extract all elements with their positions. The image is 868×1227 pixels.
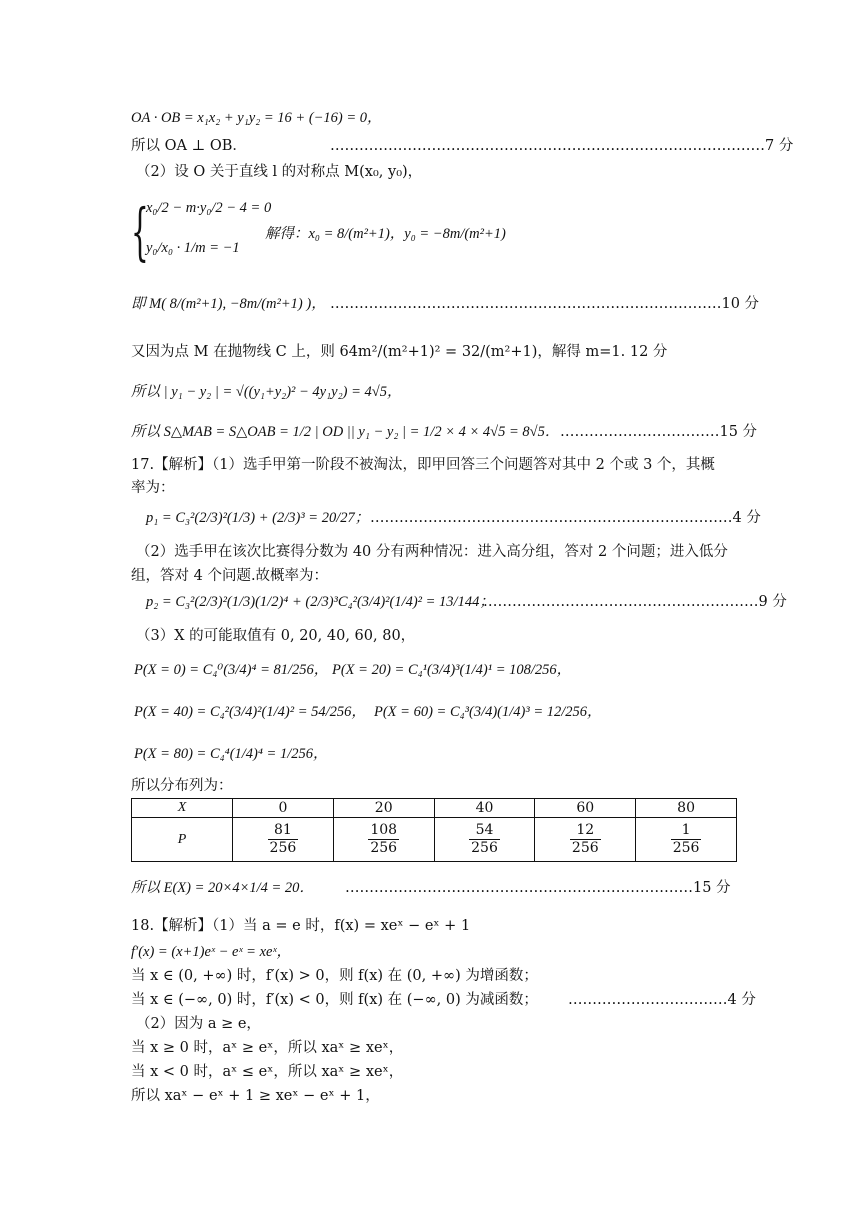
table-header-row — [132, 799, 737, 818]
line-on-parabola: 又因为点 M 在抛物线 C 上，则 64m²/(m²+1)² = 32/(m²+1)，解得 m=1. 12 分 — [131, 344, 668, 360]
table-cell — [434, 818, 535, 862]
table-header-cell: 40 — [434, 799, 535, 818]
line-part2-intro: （2）设 O 关于直线 l 的对称点 M(x₀, y₀)， — [136, 164, 423, 180]
fraction-denominator: 256 — [269, 840, 297, 856]
table-cell — [636, 818, 737, 862]
line-system-solution: 解得：x₀ = 8/(m²+1)，y₀ = −8m/(m²+1) — [265, 226, 506, 242]
line-increasing: 当 x ∈ (0, +∞) 时，f′(x) > 0，则 f(x) 在 (0, +∞) 为增函数； — [131, 968, 538, 984]
line-dot-product: OA · OB = x₁x₂ + y₁y₂ = 16 + (−16) = 0， — [131, 110, 382, 126]
fraction-numerator: 12 — [570, 822, 601, 840]
line-perpendicular: 所以 OA ⊥ OB． — [131, 138, 247, 154]
score-4b: ……………………………4 分 — [568, 992, 756, 1008]
table-row-label: P — [132, 818, 233, 862]
line-q18-part2: （2）因为 a ≥ e， — [136, 1016, 261, 1032]
line-q17-part2-cont: 组，答对 4 个问题.故概率为： — [131, 568, 329, 584]
score-15a: ……………………………15 分 — [560, 424, 758, 440]
line-q17-rate: 率为： — [131, 480, 175, 496]
line-system-eq2: y₀/x₀ · 1/m = −1 — [146, 240, 240, 256]
line-inequality: 所以 xaˣ − eˣ + 1 ≥ xeˣ − eˣ + 1， — [131, 1088, 380, 1104]
score-7: ………………………………………………………………………………7 分 — [330, 138, 794, 154]
line-point-m: 即 M( 8/(m²+1), −8m/(m²+1) )， — [131, 296, 326, 312]
score-9: …………………………………………………9 分 — [483, 594, 787, 610]
line-px40: P(X = 40) = C₄²(3/4)²(1/4)² = 54/256， — [134, 704, 366, 720]
line-x-neg: 当 x < 0 时，aˣ ≤ eˣ，所以 xaˣ ≥ xeˣ， — [131, 1064, 404, 1080]
table-header-cell: 60 — [535, 799, 636, 818]
table-cell — [333, 818, 434, 862]
table-header-cell: 20 — [333, 799, 434, 818]
table-header-cell: 0 — [233, 799, 334, 818]
line-decreasing: 当 x ∈ (−∞, 0) 时，f′(x) < 0，则 f(x) 在 (−∞, 0) 为减函数； — [131, 992, 538, 1008]
line-x-nonneg: 当 x ≥ 0 时，aˣ ≥ eˣ，所以 xaˣ ≥ xeˣ， — [131, 1040, 404, 1056]
line-abs-diff: 所以 | y₁ − y₂ | = √((y₁+y₂)² − 4y₁y₂) = 4√5， — [131, 384, 402, 400]
system-brace: { — [131, 195, 149, 268]
line-derivative: f′(x) = (x+1)eˣ − eˣ = xeˣ， — [131, 944, 292, 960]
fraction-denominator: 256 — [672, 840, 700, 856]
fraction-denominator: 256 — [471, 840, 498, 856]
line-system-eq1: x₀/2 − m·y₀/2 − 4 = 0 — [146, 200, 272, 216]
line-q18-intro: 18.【解析】（1）当 a = e 时，f(x) = xeˣ − eˣ + 1 — [131, 918, 471, 934]
line-expectation: 所以 E(X) = 20×4×1/4 = 20． — [131, 880, 314, 896]
fraction-denominator: 256 — [370, 840, 398, 856]
line-px60: P(X = 60) = C₄³(3/4)(1/4)³ = 12/256， — [374, 704, 602, 720]
score-4a: …………………………………………………………………4 分 — [370, 510, 761, 526]
line-q17-part2: （2）选手甲在该次比赛得分数为 40 分有两种情况：进入高分组，答对 2 个问题；进入低分 — [136, 544, 728, 560]
table-cell — [535, 818, 636, 862]
fraction-numerator: 108 — [370, 822, 398, 838]
line-distribution-label: 所以分布列为： — [131, 778, 233, 794]
line-area: 所以 S△MAB = S△OAB = 1/2 | OD || y₁ − y₂ | = 1/2 × 4 × 4√5 = 8√5． — [131, 424, 560, 440]
table-cell — [233, 818, 334, 862]
table-row — [132, 818, 737, 862]
line-q17-intro: 17.【解析】（1）选手甲第一阶段不被淘汰，即甲回答三个问题答对其中 2 个或 3 个，其概 — [131, 457, 715, 473]
table-header-cell: 80 — [636, 799, 737, 818]
line-px0: P(X = 0) = C₄⁰(3/4)⁴ = 81/256， — [134, 662, 329, 678]
line-px20: P(X = 20) = C₄¹(3/4)³(1/4)¹ = 108/256， — [332, 662, 572, 678]
fraction-denominator: 256 — [571, 840, 599, 856]
table-header-cell: X — [132, 799, 233, 818]
score-15b: ………………………………………………………………15 分 — [345, 880, 731, 896]
line-px80: P(X = 80) = C₄⁴(1/4)⁴ = 1/256， — [134, 746, 328, 762]
fraction-numerator: 1 — [671, 822, 702, 840]
line-p2: p₂ = C₃²(2/3)²(1/3)(1/2)⁴ + (2/3)³C₄²(3/4)²(1/4)² = 13/144； — [146, 594, 494, 610]
fraction-numerator: 81 — [268, 822, 299, 840]
distribution-table — [131, 798, 737, 862]
line-x-values: （3）X 的可能取值有 0, 20, 40, 60, 80， — [136, 628, 416, 644]
fraction-numerator: 54 — [469, 822, 500, 840]
line-p1: p₁ = C₃²(2/3)²(1/3) + (2/3)³ = 20/27； — [146, 510, 370, 526]
score-10: ………………………………………………………………………10 分 — [330, 296, 760, 312]
